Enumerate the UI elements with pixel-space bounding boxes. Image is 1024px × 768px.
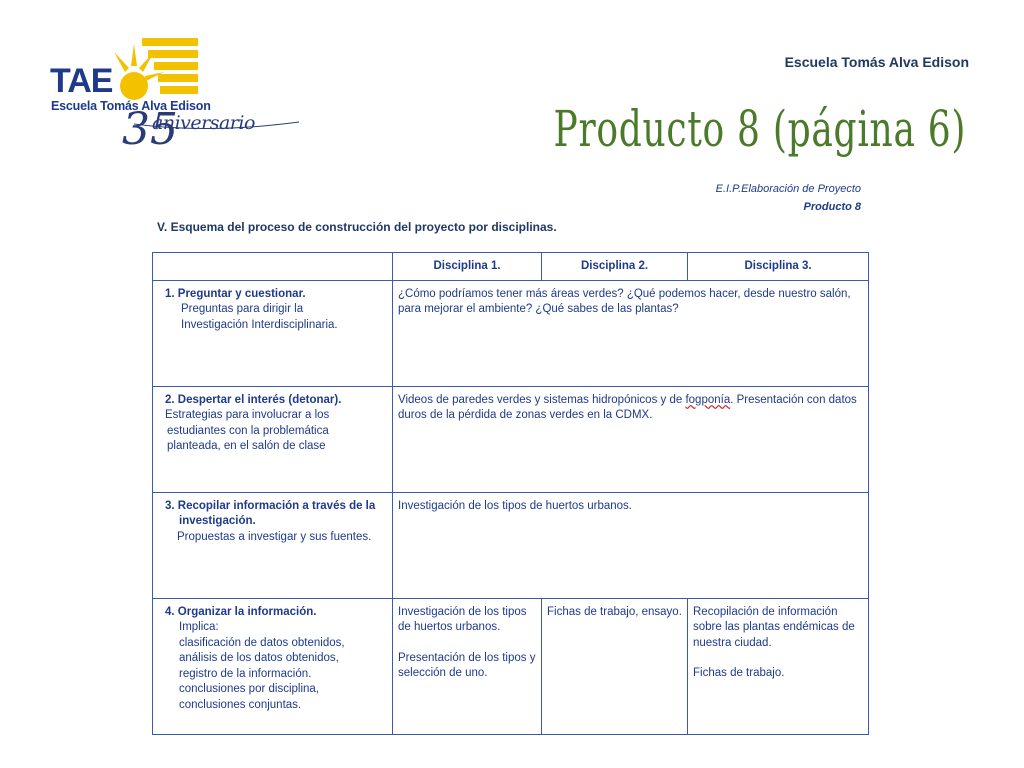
doc-product: Producto 8 — [803, 201, 861, 213]
row-subtitle-line: análisis de los datos obtenidos, — [179, 652, 339, 664]
table-header-disciplina-3: Disciplina 3. — [688, 253, 869, 281]
row-subtitle-line: estudiantes con la problemática — [167, 424, 329, 437]
school-logo — [44, 36, 314, 166]
spelling-flagged-word[interactable]: fogponía — [685, 393, 731, 406]
row-label — [153, 386, 393, 492]
table-header-disciplina-1: Disciplina 1. — [393, 253, 542, 281]
table-row — [153, 598, 869, 734]
doc-subtitle: E.I.P.Elaboración de Proyecto — [715, 183, 861, 195]
row-subtitle-line: planteada, en el salón de clase — [167, 440, 326, 452]
cell-disciplina-2 — [542, 598, 688, 734]
row-content: Investigación de los tipos de huertos urbanos. — [393, 492, 869, 598]
row-title: 1. Preguntar y cuestionar. — [165, 287, 306, 300]
row-subtitle-line: Propuestas a investigar y sus fuentes. — [177, 530, 372, 543]
cell-paragraph: Investigación de los tipos de huertos urbanos. — [398, 605, 527, 633]
page-title: Producto 8 (página 6) — [553, 100, 966, 158]
logo-tae-text: TAE — [50, 62, 113, 100]
row-label — [153, 598, 393, 734]
row-label — [153, 492, 393, 598]
row-subtitle-line: Estrategias para involucrar a los — [165, 409, 330, 421]
row-subtitle-line: Preguntas para dirigir la — [181, 303, 304, 315]
row-subtitle-line: registro de la información. — [179, 667, 312, 680]
cell-disciplina-1 — [393, 598, 542, 734]
cell-paragraph: Presentación de los tipos y selección de uno. — [398, 651, 536, 679]
cell-paragraph: Fichas de trabajo, ensayo. — [547, 605, 682, 618]
table-header-row — [153, 253, 869, 281]
row-content-text: . Presentación con datos duros de la pérdida de zonas verdes en la CDMX. — [398, 393, 857, 421]
row-subtitle-line: conclusiones por disciplina, — [179, 683, 319, 695]
row-title: 2. Despertar el interés (detonar). — [165, 393, 342, 406]
logo-anniversary-word: aniversario — [152, 112, 255, 134]
cell-paragraph: Recopilación de información sobre las plantas endémicas de nuestra ciudad. — [693, 605, 855, 649]
logo-school-text: Escuela Tomás Alva Edison — [51, 99, 211, 113]
table-header-blank — [153, 253, 393, 281]
row-content: ¿Cómo podríamos tener más áreas verdes? ¿Qué podemos hacer, desde nuestro salón, para mejorar el ambiente? ¿Qué sabes de las plantas? — [393, 280, 869, 386]
school-name: Escuela Tomás Alva Edison — [784, 54, 969, 70]
row-subtitle-line: clasificación de datos obtenidos, — [179, 636, 345, 649]
project-table — [152, 252, 869, 735]
cell-disciplina-3 — [688, 598, 869, 734]
table-row — [153, 280, 869, 386]
row-label — [153, 280, 393, 386]
cell-paragraph: Fichas de trabajo. — [693, 667, 785, 679]
table-header-disciplina-2: Disciplina 2. — [542, 253, 688, 281]
row-content-text: Videos de paredes verdes y sistemas hidropónicos y de — [398, 393, 686, 406]
row-content — [393, 386, 869, 492]
section-title: V. Esquema del proceso de construcción del proyecto por disciplinas. — [157, 220, 557, 234]
row-subtitle-line: conclusiones conjuntas. — [179, 698, 302, 711]
row-title: 4. Organizar la información. — [165, 605, 317, 618]
row-title-cont: investigación. — [179, 515, 256, 527]
row-subtitle-line: Implica: — [179, 621, 219, 633]
row-title: 3. Recopilar información a través de la — [165, 499, 376, 512]
row-subtitle-line: Investigación Interdisciplinaria. — [181, 318, 338, 331]
logo-anniversary-number: 35 — [122, 104, 178, 155]
table-row — [153, 492, 869, 598]
table-row — [153, 386, 869, 492]
